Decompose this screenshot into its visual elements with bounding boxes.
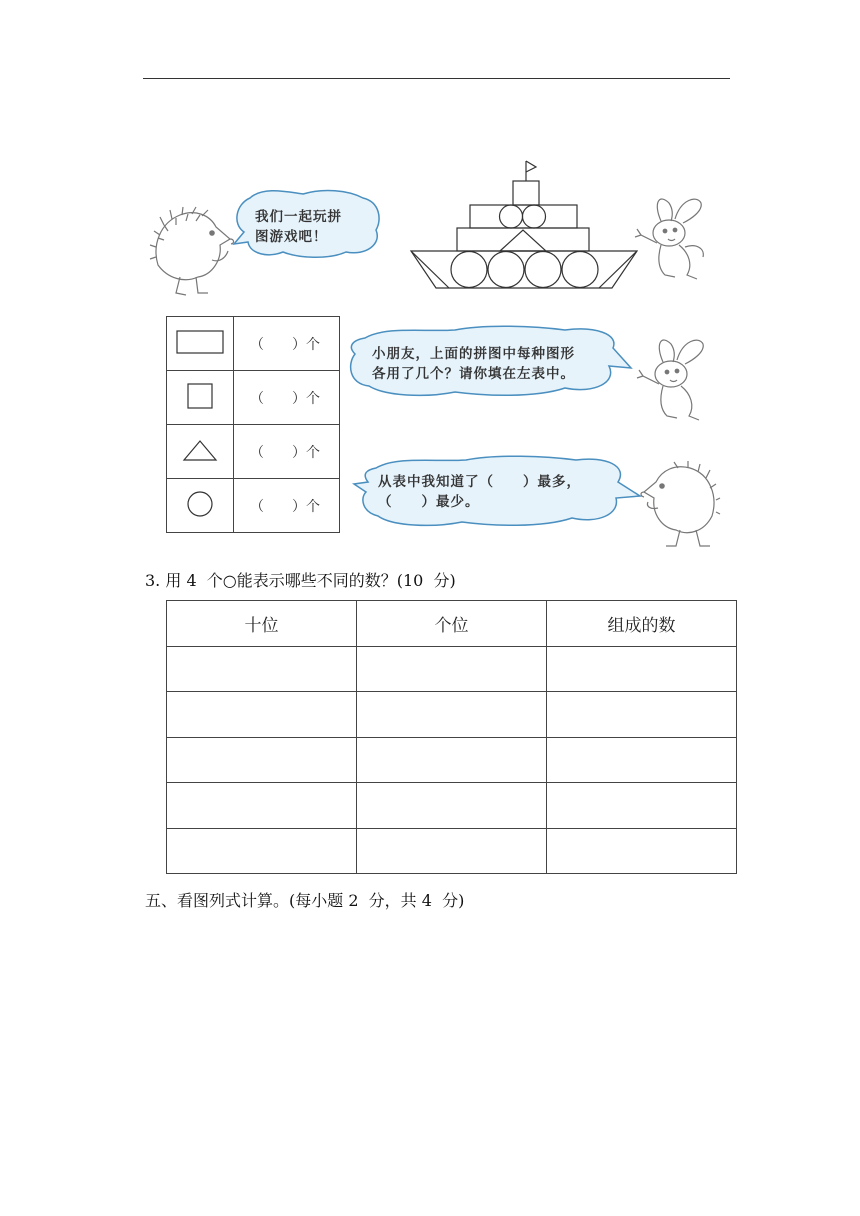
number-cell[interactable] <box>547 692 737 738</box>
bubble-text-middle: 小朋友，上面的拼图中每种图形 各用了几个？请你填在左表中。 <box>372 346 575 382</box>
hedgehog-illustration <box>640 460 720 550</box>
table-row <box>167 371 340 425</box>
column-header-tens: 十位 <box>167 601 357 647</box>
section-5-heading: 五、看图列式计算。(每小题 2 分，共 4 分) <box>145 891 465 910</box>
circle-icon <box>186 490 214 518</box>
column-header-number: 组成的数 <box>547 601 737 647</box>
answer-cell[interactable]: （ ）个 <box>234 371 340 425</box>
table-row <box>167 479 340 533</box>
tens-cell[interactable] <box>167 783 357 829</box>
shape-cell <box>167 317 234 371</box>
table-row <box>167 425 340 479</box>
ones-cell[interactable] <box>357 692 547 738</box>
number-cell[interactable] <box>547 828 737 874</box>
shape-cell <box>167 425 234 479</box>
ones-cell[interactable] <box>357 737 547 783</box>
tens-cell[interactable] <box>167 692 357 738</box>
column-header-ones: 个位 <box>357 601 547 647</box>
answer-cell[interactable]: （ ）个 <box>234 317 340 371</box>
answer-cell[interactable]: （ ）个 <box>234 479 340 533</box>
shape-cell <box>167 479 234 533</box>
boat-puzzle-illustration <box>410 158 640 293</box>
triangle-icon <box>182 438 218 462</box>
table-header-row <box>167 601 737 647</box>
table-row <box>167 737 737 783</box>
question-3-text: 3. 用 4 个○能表示哪些不同的数？(10 分) <box>145 571 456 590</box>
square-icon <box>187 383 213 409</box>
ones-cell[interactable] <box>357 646 547 692</box>
shape-cell <box>167 371 234 425</box>
answer-cell[interactable]: （ ）个 <box>234 425 340 479</box>
number-cell[interactable] <box>547 646 737 692</box>
table-row <box>167 783 737 829</box>
number-cell[interactable] <box>547 783 737 829</box>
table-row <box>167 692 737 738</box>
table-row <box>167 646 737 692</box>
rectangle-icon <box>176 329 224 355</box>
ones-cell[interactable] <box>357 828 547 874</box>
header-rule <box>143 78 730 79</box>
bubble-text-top: 我们一起玩拼 图游戏吧！ <box>255 209 342 245</box>
ones-cell[interactable] <box>357 783 547 829</box>
table-row <box>167 828 737 874</box>
table-row <box>167 317 340 371</box>
rabbit-illustration <box>637 334 717 422</box>
number-cell[interactable] <box>547 737 737 783</box>
tens-cell[interactable] <box>167 828 357 874</box>
tens-cell[interactable] <box>167 646 357 692</box>
tens-cell[interactable] <box>167 737 357 783</box>
bubble-text-bottom: 从表中我知道了（ ）最多， （ ）最少。 <box>378 474 581 510</box>
shape-count-table <box>166 316 340 533</box>
rabbit-illustration <box>635 193 715 283</box>
number-composition-table <box>166 600 737 874</box>
hedgehog-illustration <box>150 205 240 300</box>
